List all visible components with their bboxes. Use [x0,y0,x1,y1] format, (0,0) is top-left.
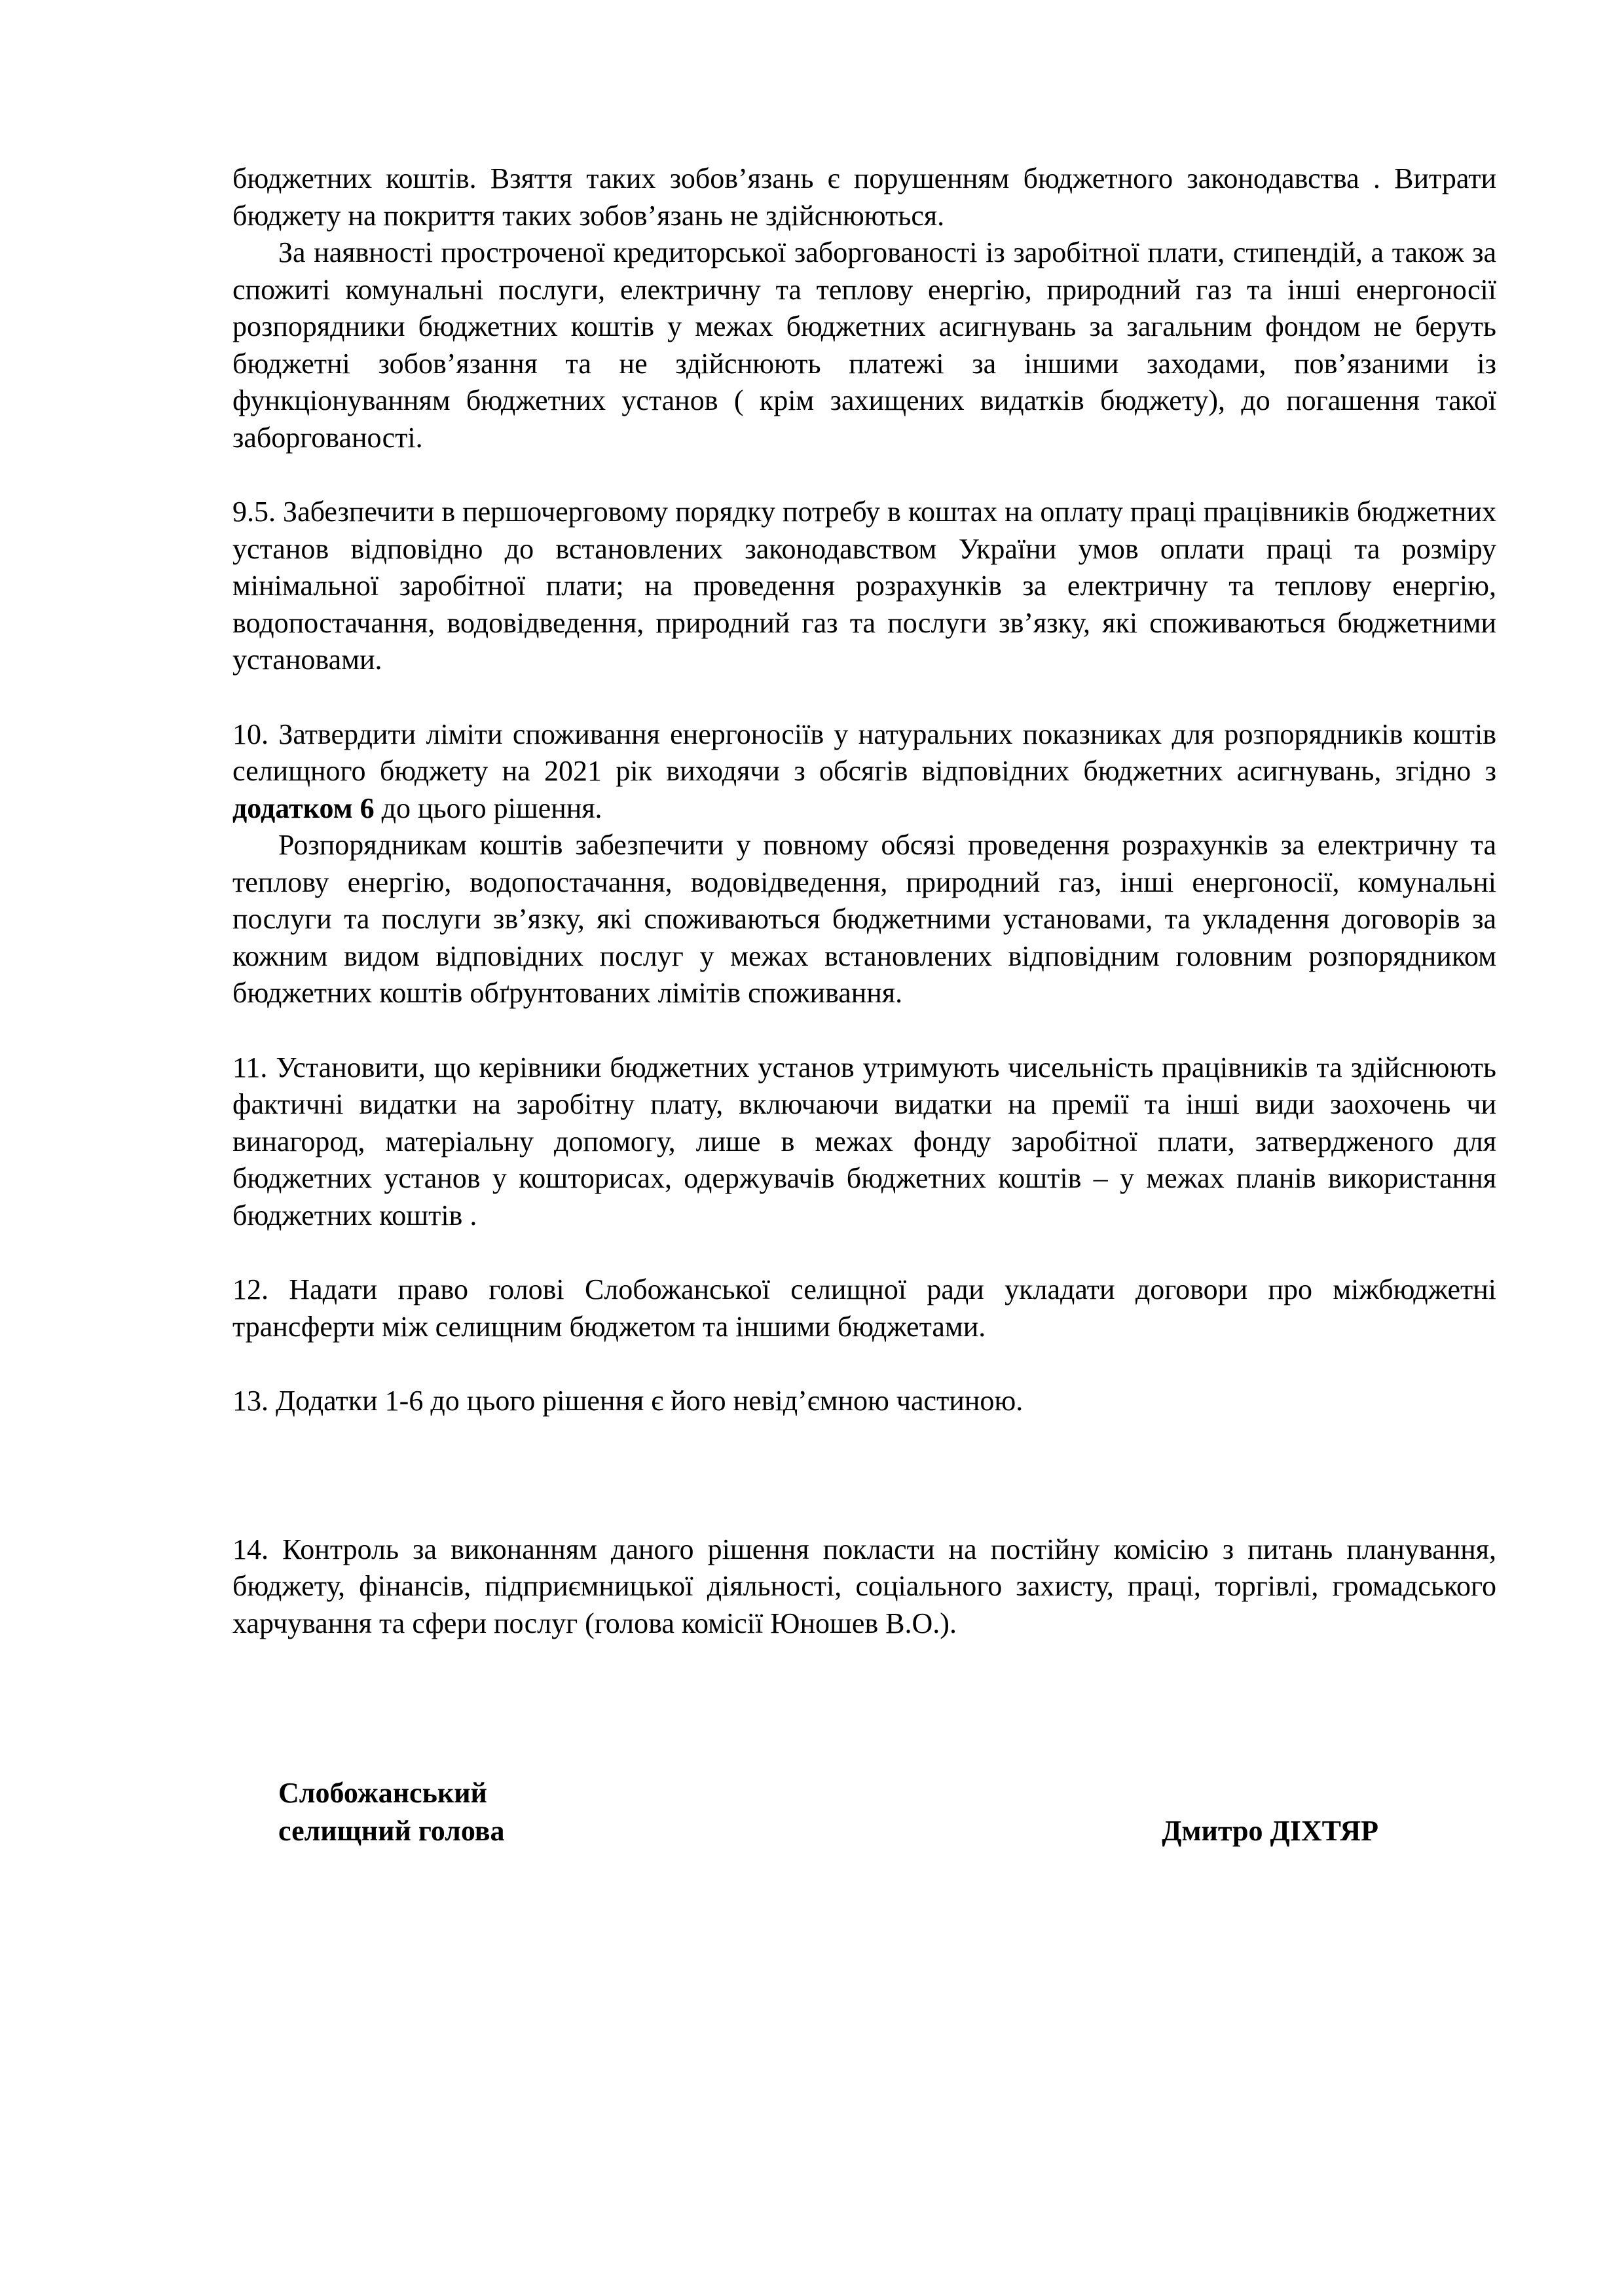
signature-title-row-2 [278,1812,1457,1850]
paragraph-13: 13. Додатки 1-6 до цього рішення є його невід’ємною частиною. [232,1385,1024,1417]
paragraph-12: 12. Надати право голові Слобожанської селищної ради укладати договори про міжбюджетні трансферти між селищним бюджетом та іншими бюджетами. [232,1273,1496,1343]
paragraph-10-text-after: до цього рішення. [374,792,602,824]
paragraph-budget-obligations-end: бюджетних коштів. Взяття таких зобов’язань є порушенням бюджетного законодавства . Витрати бюджету на покриття таких зобов’язань не здійснюються. [232,162,1496,232]
paragraph-14: 14. Контроль за виконанням даного рішення покласти на постійну комісію з питань планування, бюджету, фінансів, підприємницької діяльності, соціального захисту, праці, торгівлі, громадського харчування та сфери послуг (голова комісії Юношев В.О.). [232,1533,1496,1639]
paragraph-10 [232,716,1496,828]
paragraph-11: 11. Установити, що керівники бюджетних установ утримують чисельність працівників та здійснюють фактичні видатки на заробітну плату, включаючи видатки на премії та інші види заохочень чи винагород, матеріальну допомогу, лише в межах фонду заробітної плати, затвердженого для бюджетних установ у кошторисах, одержувачів бюджетних коштів – у межах планів використання бюджетних коштів . [232,1051,1496,1231]
paragraph-10-appendix-reference: додатком 6 [232,792,375,824]
signature-title-row-1 [278,1774,1457,1812]
signature-title-line-1: Слобожанський [278,1777,487,1809]
paragraph-overdue-debt: За наявності простроченої кредиторської заборгованості із заробітної плати, стипендій, а також за спожиті комунальні послуги, електричну та теплову енергію, природний газ та інші енергоносії розпорядники бюджетних коштів у межах бюджетних асигнувань за загальним фондом не беруть бюджетні зобов’язання та не здійснюють платежі за іншими заходами, пов’язаними із функціонуванням бюджетних установ ( крім захищених видатків бюджету), до погашення такої заборгованості. [232,236,1496,454]
paragraph-10-text-before: 10. Затвердити ліміти споживання енергоносіїв у натуральних показниках для розпорядників коштів селищного бюджету на 2021 рік виходячи з обсягів відповідних бюджетних асигнувань, згідно з [232,718,1496,787]
document-body [232,160,1496,1642]
signature-title-line-2: селищний голова [278,1815,505,1847]
paragraph-10-managers: Розпорядникам коштів забезпечити у повному обсязі проведення розрахунків за електричну та теплову енергію, водопостачання, водовідведення, природний газ, інші енергоносії, комунальні послуги та послуги зв’язку, які споживаються бюджетними установами, та укладення договорів за кожним видом відповідних послуг у межах встановлених відповідним головним розпорядником бюджетних коштів обґрунтованих лімітів споживання. [232,829,1496,1009]
paragraph-9-5: 9.5. Забезпечити в першочерговому порядку потребу в коштах на оплату праці працівників бюджетних установ відповідно до встановлених законодавством України умов оплати праці та розміру мінімальної заробітної плати; на проведення розрахунків за електричну та теплову енергію, водопостачання, водовідведення, природний газ та послуги зв’язку, які споживаються бюджетними установами. [232,496,1496,676]
signature-block [278,1774,1457,1850]
signature-name: Дмитро ДІХТЯР [1162,1815,1378,1847]
